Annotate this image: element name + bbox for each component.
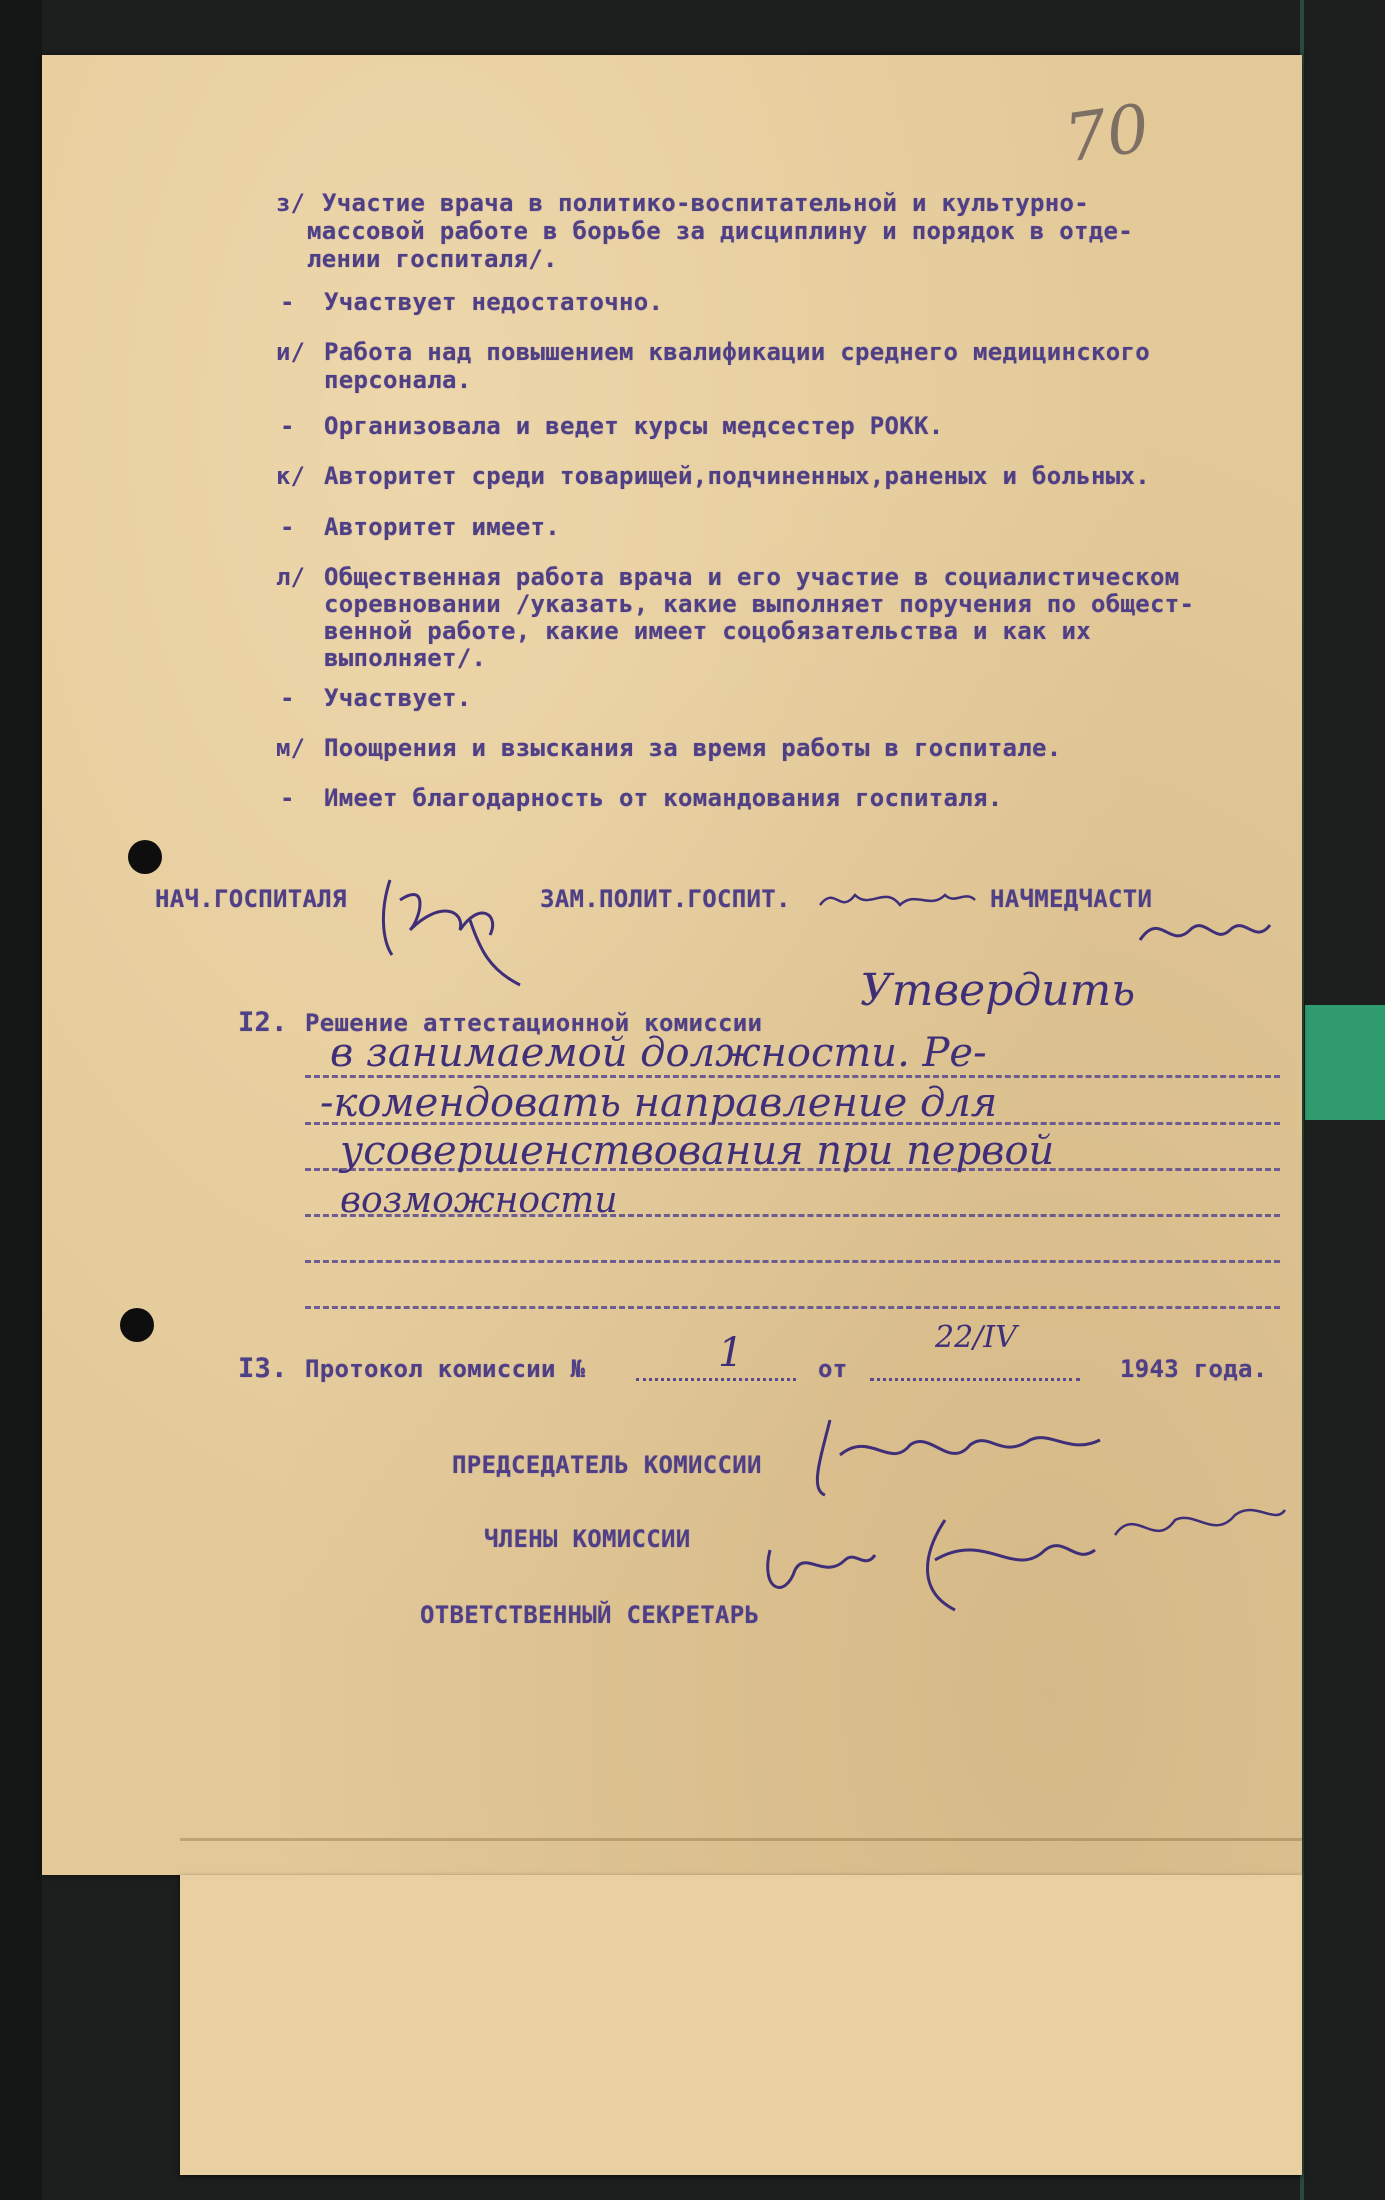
- protocol-date: 22/IV: [935, 1320, 1017, 1355]
- background-green-tab: [1305, 1005, 1385, 1120]
- section12-handwritten: Утвердить: [860, 965, 1136, 1016]
- item-mark: -: [280, 288, 295, 316]
- item-mark: к/: [276, 462, 305, 490]
- protocol-number: 1: [718, 1330, 744, 1376]
- dotted-line: [636, 1378, 796, 1381]
- punch-hole-bottom: [120, 1308, 154, 1342]
- section13-number: I3.: [238, 1353, 288, 1384]
- members-signatures: [755, 1490, 1295, 1630]
- secretary-label: ОТВЕТСТВЕННЫЙ СЕКРЕТАРЬ: [420, 1601, 760, 1629]
- section12-handwritten: -комендовать направление для: [320, 1080, 998, 1126]
- head-of-hospital-label: НАЧ.ГОСПИТАЛЯ: [155, 885, 347, 913]
- item-line: выполняет/.: [324, 644, 487, 672]
- page-number: 70: [1060, 89, 1154, 178]
- medical-signature: [1130, 900, 1290, 960]
- background-left: [0, 0, 42, 2200]
- item-mark: л/: [276, 563, 305, 591]
- section12-handwritten: усовершенствования при первой: [340, 1128, 1055, 1174]
- item-line: Авторитет среди товарищей,подчиненных,раненых и больных.: [324, 462, 1150, 490]
- section13-label: Протокол комиссии №: [305, 1355, 586, 1383]
- protocol-year: 1943 года.: [1120, 1355, 1268, 1383]
- item-line: Организовала и ведет курсы медсестер РОКК.: [324, 412, 944, 440]
- item-mark: -: [280, 684, 295, 712]
- from-label: от: [818, 1355, 848, 1383]
- item-line: лении госпиталя/.: [307, 245, 558, 273]
- item-line: Участвует.: [324, 684, 472, 712]
- punch-hole-top: [128, 840, 162, 874]
- item-line: Общественная работа врача и его участие в социалистическом: [324, 563, 1180, 591]
- dashed-line: [305, 1306, 1280, 1309]
- item-line: венной работе, какие имеет соцобязательства и как их: [324, 617, 1091, 645]
- head-medical-label: НАЧМЕДЧАСТИ: [990, 885, 1153, 913]
- section12-handwritten: возможности: [340, 1180, 618, 1221]
- item-line: Участвует недостаточно.: [324, 288, 664, 316]
- dotted-line: [870, 1378, 1080, 1381]
- item-mark: и/: [276, 338, 305, 366]
- head-signature: [370, 860, 540, 990]
- section12-label: Решение аттестационной комиссии: [305, 1009, 763, 1037]
- item-mark: -: [280, 412, 295, 440]
- deputy-signature: [815, 880, 985, 920]
- item-mark: -: [280, 784, 295, 812]
- item-line: Поощрения и взыскания за время работы в госпитале.: [324, 734, 1062, 762]
- section12-number: I2.: [238, 1007, 288, 1038]
- item-line: Имеет благодарность от командования госпиталя.: [324, 784, 1003, 812]
- document-lower-flap: [180, 1875, 1302, 2175]
- item-line: персонала.: [324, 366, 472, 394]
- item-mark: з/: [276, 189, 305, 217]
- dashed-line: [305, 1260, 1280, 1263]
- chairman-label: ПРЕДСЕДАТЕЛЬ КОМИССИИ: [452, 1451, 762, 1479]
- item-line: Участие врача в политико-воспитательной и культурно-: [322, 189, 1089, 217]
- deputy-political-label: ЗАМ.ПОЛИТ.ГОСПИТ.: [540, 885, 791, 913]
- item-line: Работа над повышением квалификации среднего медицинского: [324, 338, 1150, 366]
- members-label: ЧЛЕНЫ КОМИССИИ: [484, 1525, 691, 1553]
- item-line: массовой работе в борьбе за дисциплину и порядок в отде-: [307, 217, 1133, 245]
- item-line: Авторитет имеет.: [324, 513, 560, 541]
- item-line: соревновании /указать, какие выполняет поручения по общест-: [324, 590, 1195, 618]
- section12-handwritten: в занимаемой должности. Ре-: [330, 1030, 987, 1076]
- item-mark: -: [280, 513, 295, 541]
- item-mark: м/: [276, 734, 305, 762]
- paper-fold: [180, 1838, 1302, 1841]
